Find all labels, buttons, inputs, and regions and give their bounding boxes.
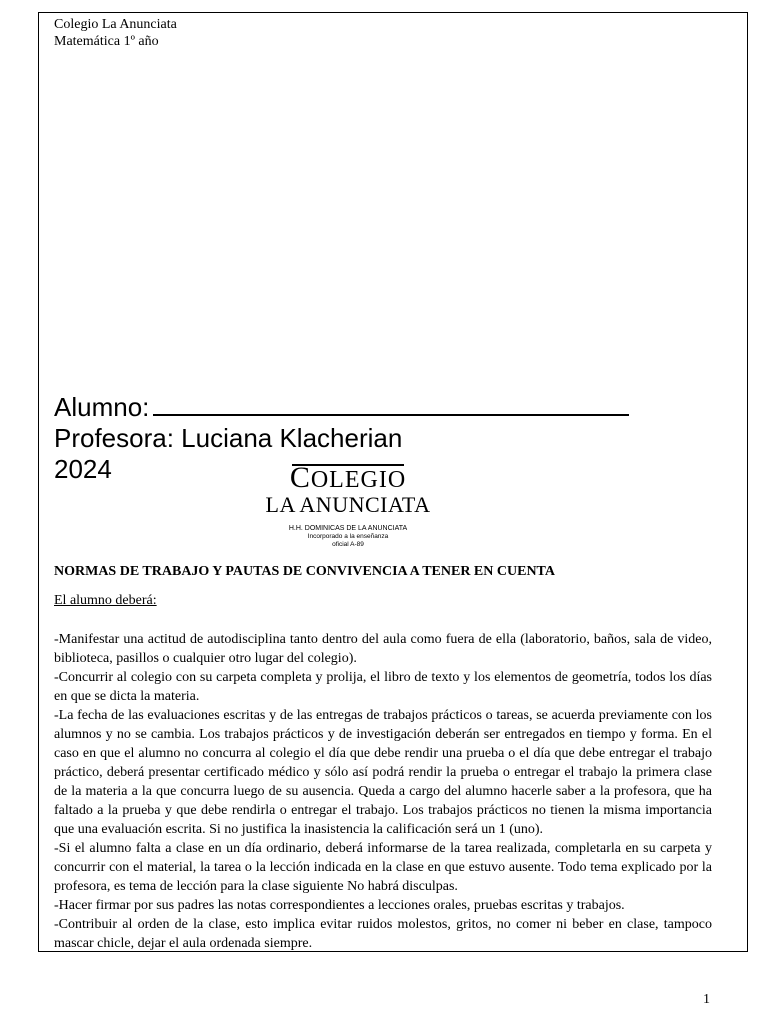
rules-subtitle: El alumno deberá: <box>54 593 157 608</box>
rule-paragraph: -Contribuir al orden de la clase, esto implica evitar ruidos molestos, gritos, no comer ni beber en clase, tampoco mascar chicle, dejar el aula ordenada siempre. <box>54 917 712 951</box>
profesora-line: Profesora: Luciana Klacherian <box>54 423 403 453</box>
logo-bar <box>292 464 404 466</box>
course-name: Matemática 1º año <box>54 34 159 49</box>
logo-sub1: H.H. DOMINICAS DE LA ANUNCIATA <box>288 525 408 532</box>
alumno-line <box>54 390 629 423</box>
logo-sub3: oficial A-89 <box>332 541 364 548</box>
rules-content <box>54 562 712 953</box>
rule-paragraph: -La fecha de las evaluaciones escritas y de las entregas de trabajos prácticos o tareas, se acuerda previamente con los alumnos y no se cambia. Los trabajos prácticos y de investigación deberán ser entregados en tiempo y forma. En el caso en que el alumno no concurra al colegio el día que debe rendir una prueba o el día que debe entregar el trabajo práctico, deberá presentar certificado médico y sólo así podrá rendir la prueba o entregar el trabajo la primera clase de la materia a la que concurra luego de su ausencia. Queda a cargo del alumno hacerle saber a la profesora, que ha faltado a la prueba y que debe rendirla o entregar el trabajo. Los trabajos prácticos no tienen la misma importancia que una evaluación escrita. Si no justifica la inasistencia la calificación será un 1 (uno). <box>54 708 712 837</box>
rule-paragraph: -Manifestar una actitud de autodisciplina tanto dentro del aula como fuera de ella (laboratorio, baños, sala de video, biblioteca, pasillos o cualquier otro lugar del colegio). <box>54 632 712 666</box>
logo-anunciata: LA ANUNCIATA <box>265 492 431 517</box>
alumno-name-blank <box>153 390 629 416</box>
rule-paragraph: -Si el alumno falta a clase en un día ordinario, deberá informarse de la tarea realizada, completarla en su carpeta y concurrir con el material, la tarea o la lección indicada en la clase en que estuvo ausente. Todo tema explicado por la profesora, es tema de lección para la clase siguiente No habrá disculpas. <box>54 841 712 894</box>
page-number: 1 <box>703 992 710 1007</box>
logo-colegio <box>262 461 434 494</box>
rule-paragraph: -Concurrir al colegio con su carpeta completa y prolija, el libro de texto y los elementos de geometría, todos los días en que se dicta la materia. <box>54 670 712 704</box>
school-logo <box>262 461 434 549</box>
logo-cap: C <box>289 461 311 494</box>
rule-paragraph: -Hacer firmar por sus padres las notas correspondientes a lecciones orales, pruebas escritas y trabajos. <box>54 898 625 913</box>
school-name: Colegio La Anunciata <box>54 17 177 32</box>
alumno-label: Alumno: <box>54 392 150 422</box>
logo-rest: OLEGIO <box>310 467 407 493</box>
rules-title: NORMAS DE TRABAJO Y PAUTAS DE CONVIVENCIA A TENER EN CUENTA <box>54 564 555 579</box>
year: 2024 <box>54 454 112 484</box>
school-header <box>54 16 177 50</box>
logo-sub2: Incorporado a la enseñanza <box>307 533 389 540</box>
